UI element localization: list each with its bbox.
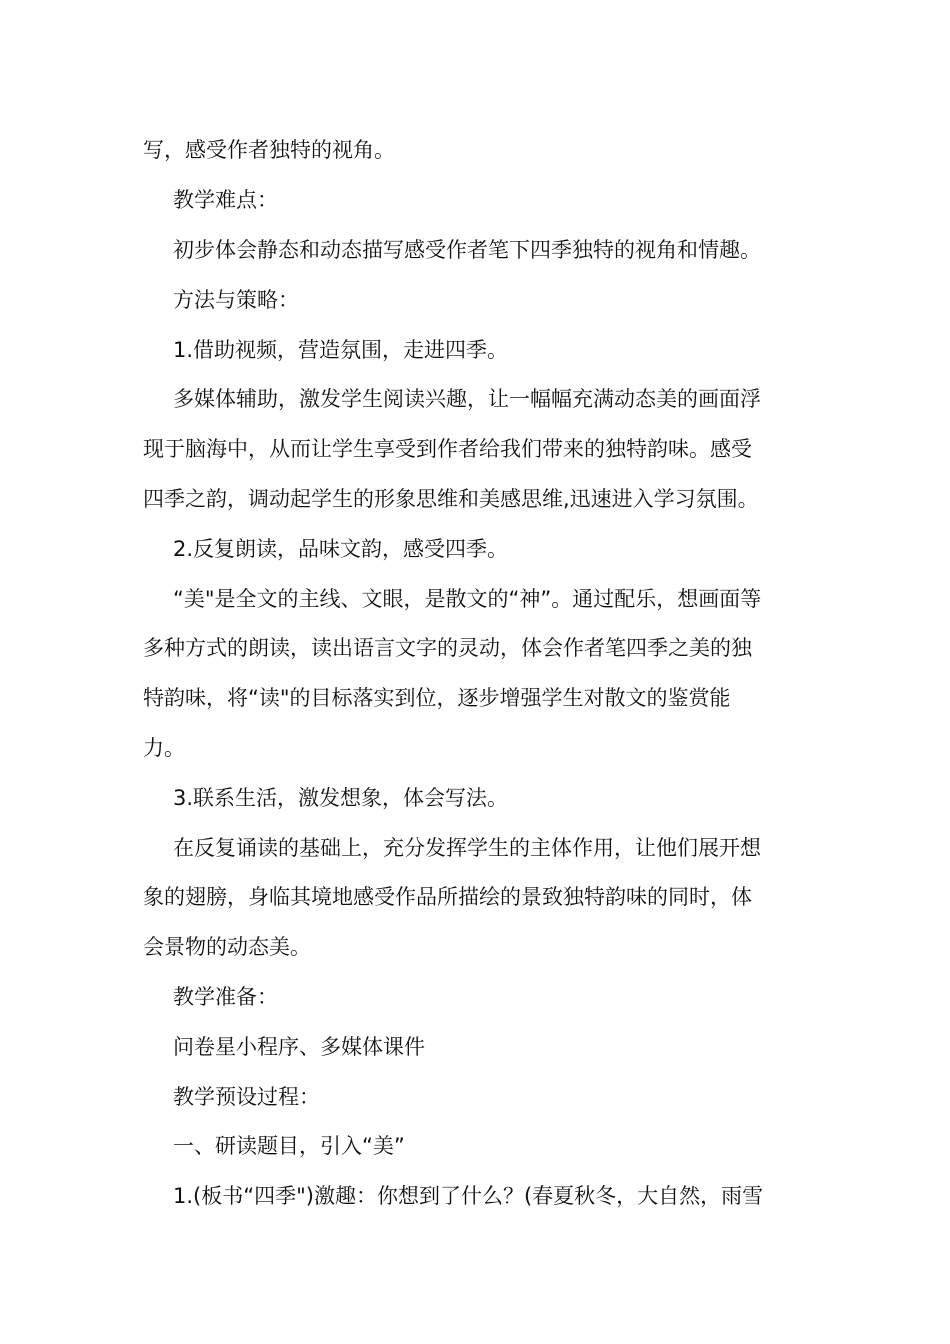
list-item-3: 3.联系生活，激发想象，体会写法。 <box>173 786 509 810</box>
section-heading-process: 教学预设过程： <box>173 1085 320 1109</box>
text-line: 初步体会静态和动态描写感受作者笔下四季独特的视角和情趣。 <box>173 238 761 262</box>
text-line: 特韵味，将“读"的目标落实到位，逐步增强学生对散文的鉴赏能 <box>143 686 731 710</box>
text-line: 写，感受作者独特的视角。 <box>143 138 395 162</box>
text-line: 象的翅膀，身临其境地感受作品所描绘的景致独特韵味的同时，体 <box>143 885 752 909</box>
list-item-2: 2.反复朗读，品味文韵，感受四季。 <box>173 537 509 561</box>
text-line: 1.(板书“四季")激趣：你想到了什么？(春夏秋冬，大自然，雨雪 <box>173 1184 764 1208</box>
text-line: 问卷星小程序、多媒体课件 <box>173 1035 425 1059</box>
section-heading-methods: 方法与策略： <box>173 288 299 312</box>
subsection-heading: 一、研读题目，引入“美” <box>173 1134 405 1158</box>
text-line: 多媒体辅助，激发学生阅读兴趣，让一幅幅充满动态美的画面浮 <box>173 387 761 411</box>
text-line: 会景物的动态美。 <box>143 935 311 959</box>
section-heading-preparation: 教学准备： <box>173 985 278 1009</box>
section-heading-difficulty: 教学难点： <box>173 188 278 212</box>
text-line: 力。 <box>143 736 185 760</box>
text-line: 四季之韵，调动起学生的形象思维和美感思维,迅速进入学习氛围。 <box>143 487 759 511</box>
list-item-1: 1.借助视频，营造氛围，走进四季。 <box>173 338 509 362</box>
text-line: 多种方式的朗读，读出语言文字的灵动，体会作者笔四季之美的独 <box>143 636 752 660</box>
text-line: “美"是全文的主线、文眼，是散文的“神”。通过配乐，想画面等 <box>173 587 762 611</box>
text-line: 在反复诵读的基础上，充分发挥学生的主体作用，让他们展开想 <box>173 836 761 860</box>
text-line: 现于脑海中，从而让学生享受到作者给我们带来的独特韵味。感受 <box>143 437 752 461</box>
